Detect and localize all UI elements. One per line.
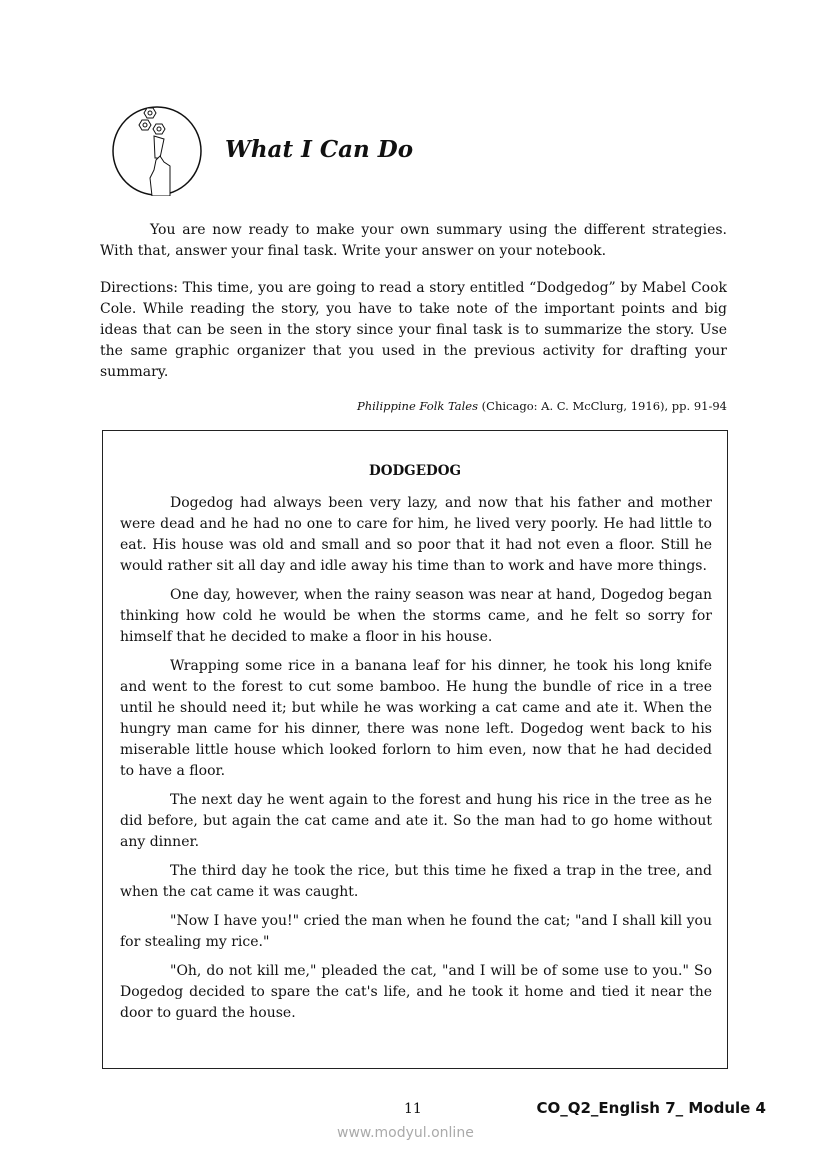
story-paragraph: The next day he went again to the forest and hung his rice in the tree as he did before, but again the cat came and ate it. So the man had to go home without any dinner. — [120, 792, 712, 850]
story-paragraph: Wrapping some rice in a banana leaf for his dinner, he took his long knife and went to the forest to cut some bamboo. He hung the bundle of rice in a tree until he should need it; but while he was working a cat came and ate it. When the hungry man came for his dinner, there was none left. Dogedog went back to his miserable little house which looked forlorn to him even, now that he had decided to have a floor. — [120, 658, 712, 779]
story-text — [120, 493, 712, 1032]
citation-book: Philippine Folk Tales — [356, 399, 479, 413]
module-label: CO_Q2_English 7_ Module 4 — [536, 1099, 766, 1117]
citation — [357, 399, 727, 413]
page-number: 11 — [404, 1101, 422, 1117]
story-title: DODGEDOG — [369, 463, 461, 479]
intro-paragraph: You are now ready to make your own summary using the different strategies. With that, answer your final task. Write your answer on your notebook. — [100, 222, 727, 259]
story-box — [102, 430, 728, 1069]
directions-paragraph: Directions: This time, you are going to read a story entitled “Dodgedog” by Mabel Cook Cole. While reading the story, you have to take note of the important points and big ideas that can be seen in the story since your final task is to summarize the story. Use the same graphic organizer that you used in the previous activity for drafting your summary. — [100, 280, 727, 380]
story-paragraph: The third day he took the rice, but this time he fixed a trap in the tree, and when the cat came it was caught. — [120, 863, 712, 900]
story-paragraph: One day, however, when the rainy season was near at hand, Dogedog began thinking how cold he would be when the storms came, and he felt so sorry for himself that he decided to make a floor in his house. — [120, 587, 712, 645]
watermark: www.modyul.online — [337, 1125, 474, 1141]
hand-wrench-bolts-icon — [112, 106, 202, 196]
citation-details: (Chicago: A. C. McClurg, 1916), pp. 91-94 — [478, 399, 727, 413]
story-paragraph: "Now I have you!" cried the man when he found the cat; "and I shall kill you for stealing my rice." — [120, 913, 712, 950]
story-paragraph: Dogedog had always been very lazy, and now that his father and mother were dead and he had no one to care for him, he lived very poorly. He had little to eat. His house was old and small and so poor that it had not even a floor. Still he would rather sit all day and idle away his time than to work and have more things. — [120, 495, 712, 574]
section-title: What I Can Do — [225, 136, 414, 163]
story-paragraph: "Oh, do not kill me," pleaded the cat, "and I will be of some use to you." So Dogedog decided to spare the cat's life, and he took it home and tied it near the door to guard the house. — [120, 963, 712, 1021]
